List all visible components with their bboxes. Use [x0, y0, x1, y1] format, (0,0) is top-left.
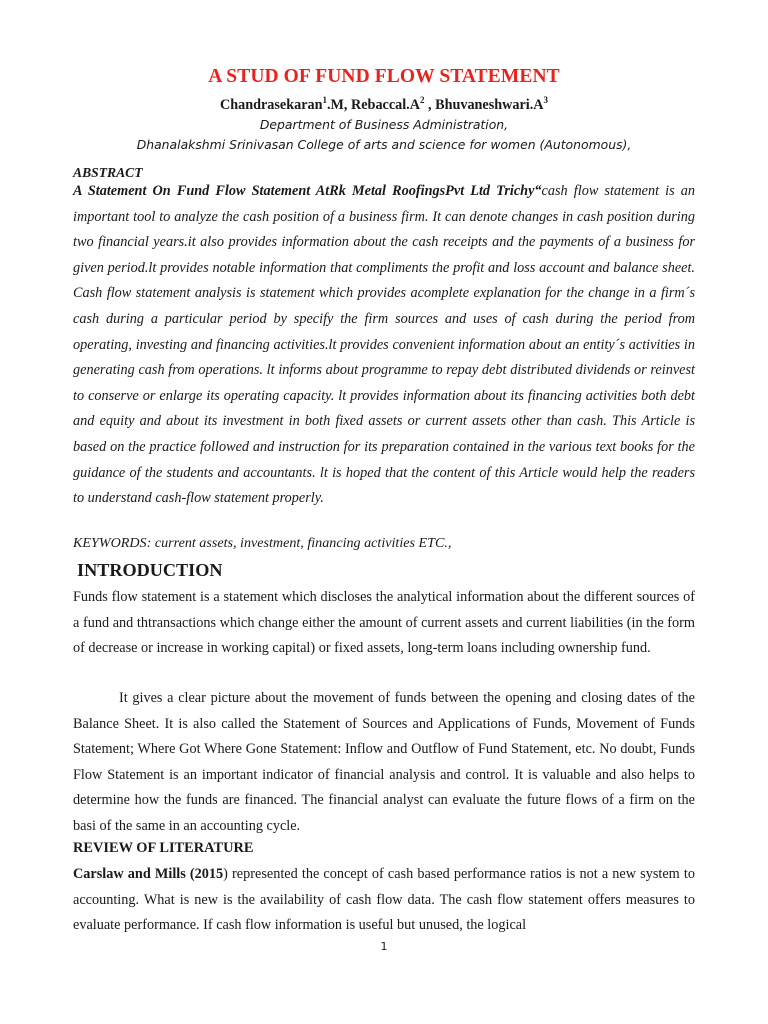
paper-title: A STUD OF FUND FLOW STATEMENT: [208, 66, 560, 87]
college-line: Dhanalakshmi Srinivasan College of arts and science for women (Autonomous),: [136, 137, 632, 152]
author-line: [0, 97, 768, 114]
review-heading: REVIEW OF LITERATURE: [73, 840, 254, 856]
abstract-lead: A Statement On Fund Flow Statement AtRk Metal RoofingsPvt Ltd Trichy“: [73, 183, 542, 199]
author-names-2: .M, Rebaccal.A: [326, 97, 420, 113]
author-name-1: Chandrasekaran: [219, 97, 323, 113]
review-text: ) represented the concept of cash based performance ratios is not a new system to accounting. What is new is the availability of cash flow data. The cash flow statement offers measures to evaluate performance. If cash flow information is useful but unused, the logical: [73, 866, 695, 933]
affiliation-mark-3: 3: [543, 95, 549, 105]
keywords-line: KEYWORDS: current assets, investment, financing activities ETC.,: [73, 535, 452, 551]
introduction-paragraph-2: It gives a clear picture about the movement of funds between the opening and closing dates of the Balance Sheet. It is also called the Statement of Sources and Applications of Funds, Movement of Funds Statement; Where Got Where Gone Statement: Inflow and Outflow of Fund Statement, etc. No doubt, Funds Flow Statement is an important indicator of financial analysis and control. It is valuable and also helps to determine how the funds are financed. The financial analyst can evaluate the future flows of a firm on the basi of the same in an accounting cycle.: [73, 690, 695, 834]
abstract-body: [73, 179, 695, 512]
page-number: 1: [380, 940, 388, 953]
review-paragraph: [73, 862, 695, 939]
introduction-heading: INTRODUCTION: [77, 560, 223, 580]
abstract-heading: ABSTRACT: [73, 165, 143, 180]
affiliation-mark-1: 1: [322, 95, 327, 105]
department-line: Department of Business Administration,: [259, 117, 509, 132]
affiliation-mark-2: 2: [419, 95, 425, 105]
introduction-paragraph-1: Funds flow statement is a statement which discloses the analytical information about the different sources of a fund and thtransactions which change either the amount of current assets and current liabilities (in the form of decrease or increase in working capital) or fixed assets, long-term loans including ownership fund.: [73, 589, 695, 656]
abstract-text: cash flow statement is an important tool to analyze the cash position of a business firm. It can denote changes in cash position during two financial years.it also provides information about the cash receipts and the payments of a business for given period.lt provides notable information that compliments the profit and loss account and balance sheet. Cash flow statement analysis is statement which provides acomplete explanation for the change in a firm´s cash during a particular period by specify the firm sources and uses of cash during the period from operating, investing and financing activities.lt provides convenient information about an entity´s activities in generating cash from operations. lt informs about programme to repay debt distributed dividends or reinvest to conserve or enlarge its operating capacity. lt provides information about its financing activities both debt and equity and about its investment in both fixed assets or current assets other than cash. This Article is based on the practice followed and instruction for its preparation contained in the various text books for the guidance of the students and accountants. lt is hoped that the content of this Article would help the readers to understand cash-flow statement properly.: [73, 183, 695, 507]
review-citation: Carslaw and Mills (2015: [73, 866, 224, 882]
author-names-3: , Bhuvaneshwari.A: [424, 97, 544, 113]
